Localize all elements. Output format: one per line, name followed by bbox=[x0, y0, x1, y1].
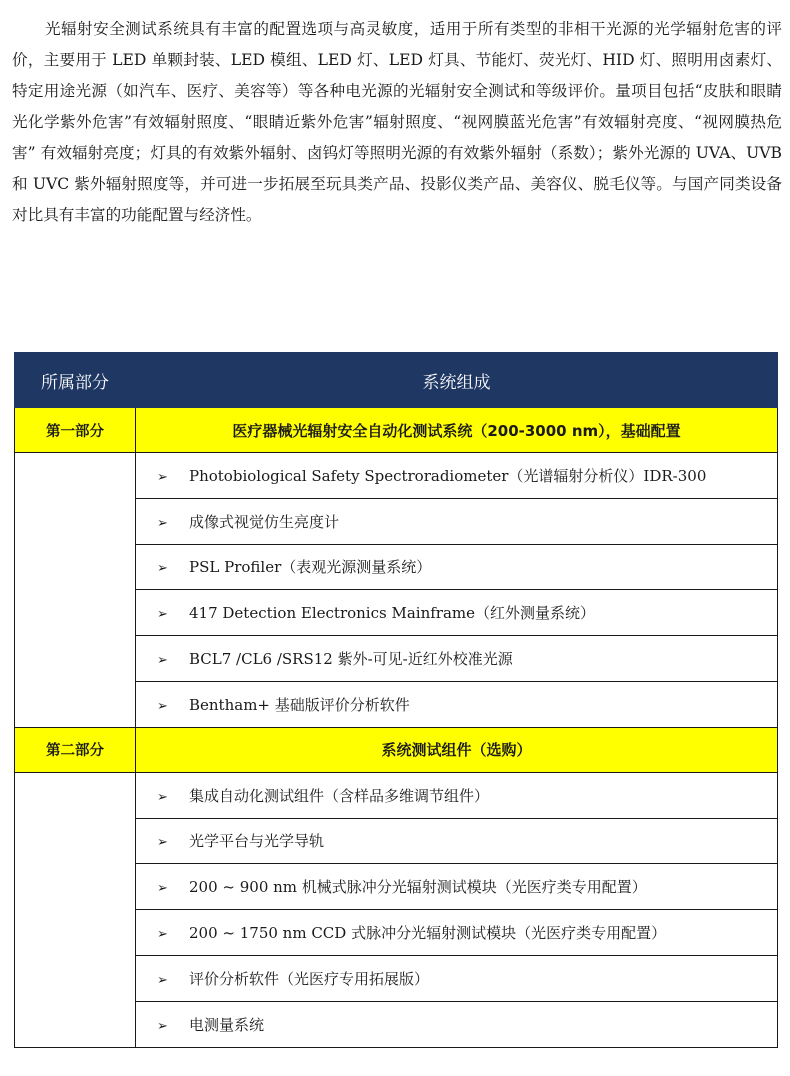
component-item bbox=[136, 818, 778, 864]
component-label: 成像式视觉仿生亮度计 bbox=[189, 512, 340, 531]
component-item bbox=[136, 498, 778, 544]
component-label: Bentham+ 基础版评价分析软件 bbox=[189, 695, 410, 714]
table-header-row bbox=[15, 353, 778, 408]
arrow-bullet-icon: ➢ bbox=[157, 469, 168, 485]
component-label: BCL7 /CL6 /SRS12 紫外-可见-近红外校准光源 bbox=[189, 650, 513, 669]
section-part-label: 第一部分 bbox=[15, 408, 136, 453]
component-item bbox=[136, 544, 778, 590]
arrow-bullet-icon: ➢ bbox=[157, 561, 168, 577]
component-item bbox=[136, 453, 778, 499]
component-label: PSL Profiler（表观光源测量系统） bbox=[189, 558, 432, 577]
component-label: 200 ~ 900 nm 机械式脉冲分光辐射测试模块（光医疗类专用配置） bbox=[189, 878, 647, 897]
table-row bbox=[15, 772, 778, 818]
section-title: 系统测试组件（选购） bbox=[136, 727, 778, 772]
component-label: 电测量系统 bbox=[189, 1015, 265, 1034]
component-item bbox=[136, 772, 778, 818]
table-row bbox=[15, 453, 778, 499]
system-composition-table bbox=[14, 352, 778, 1048]
header-composition: 系统组成 bbox=[136, 353, 778, 408]
arrow-bullet-icon: ➢ bbox=[157, 607, 168, 623]
section-title: 医疗器械光辐射安全自动化测试系统（200-3000 nm），基础配置 bbox=[136, 408, 778, 453]
component-label: 光学平台与光学导轨 bbox=[189, 832, 325, 851]
arrow-bullet-icon: ➢ bbox=[157, 881, 168, 897]
component-item bbox=[136, 636, 778, 682]
arrow-bullet-icon: ➢ bbox=[157, 653, 168, 669]
arrow-bullet-icon: ➢ bbox=[157, 515, 168, 531]
component-item bbox=[136, 681, 778, 727]
component-label: 集成自动化测试组件（含样品多维调节组件） bbox=[189, 786, 490, 805]
arrow-bullet-icon: ➢ bbox=[157, 927, 168, 943]
component-label: 评价分析软件（光医疗专用拓展版） bbox=[189, 969, 430, 988]
intro-paragraph: 光辐射安全测试系统具有丰富的配置选项与高灵敏度，适用于所有类型的非相干光源的光学辐射危害的评价，主要用于 LED 单颗封装、LED 模组、LED 灯、LED 灯具、节能灯、荧光灯、HID 灯、照明用卤素灯、特定用途光源（如汽车、医疗、美容等）等各种电光源的光辐射安全测试和等级评价。量项目包括“皮肤和眼睛光化学紫外危害”有效辐射照度、“眼睛近紫外危害”辐射照度、“视网膜蓝光危害”有效辐射亮度、“视网膜热危害” 有效辐射亮度；灯具的有效紫外辐射、卤钨灯等照明光源的有效紫外辐射（系数）；紫外光源的 UVA、UVB 和 UVC 紫外辐射照度等，并可进一步拓展至玩具类产品、投影仪类产品、美容仪、脱毛仪等。与国产同类设备对比具有丰富的功能配置与经济性。 bbox=[12, 20, 782, 224]
arrow-bullet-icon: ➢ bbox=[157, 1018, 168, 1034]
component-item bbox=[136, 955, 778, 1001]
component-label: 200 ~ 1750 nm CCD 式脉冲分光辐射测试模块（光医疗类专用配置） bbox=[189, 924, 667, 943]
component-item bbox=[136, 910, 778, 956]
header-part: 所属部分 bbox=[15, 353, 136, 408]
section-row-2 bbox=[15, 727, 778, 772]
arrow-bullet-icon: ➢ bbox=[157, 972, 168, 988]
empty-part-cell bbox=[15, 772, 136, 1047]
arrow-bullet-icon: ➢ bbox=[157, 698, 168, 714]
component-item bbox=[136, 590, 778, 636]
component-item bbox=[136, 864, 778, 910]
empty-part-cell bbox=[15, 453, 136, 728]
component-label: 417 Detection Electronics Mainframe（红外测量系统） bbox=[189, 604, 595, 623]
arrow-bullet-icon: ➢ bbox=[157, 835, 168, 851]
section-part-label: 第二部分 bbox=[15, 727, 136, 772]
component-item bbox=[136, 1001, 778, 1047]
section-row-1 bbox=[15, 408, 778, 453]
component-label: Photobiological Safety Spectroradiometer（光谱辐射分析仪）IDR-300 bbox=[189, 466, 707, 485]
arrow-bullet-icon: ➢ bbox=[157, 789, 168, 805]
